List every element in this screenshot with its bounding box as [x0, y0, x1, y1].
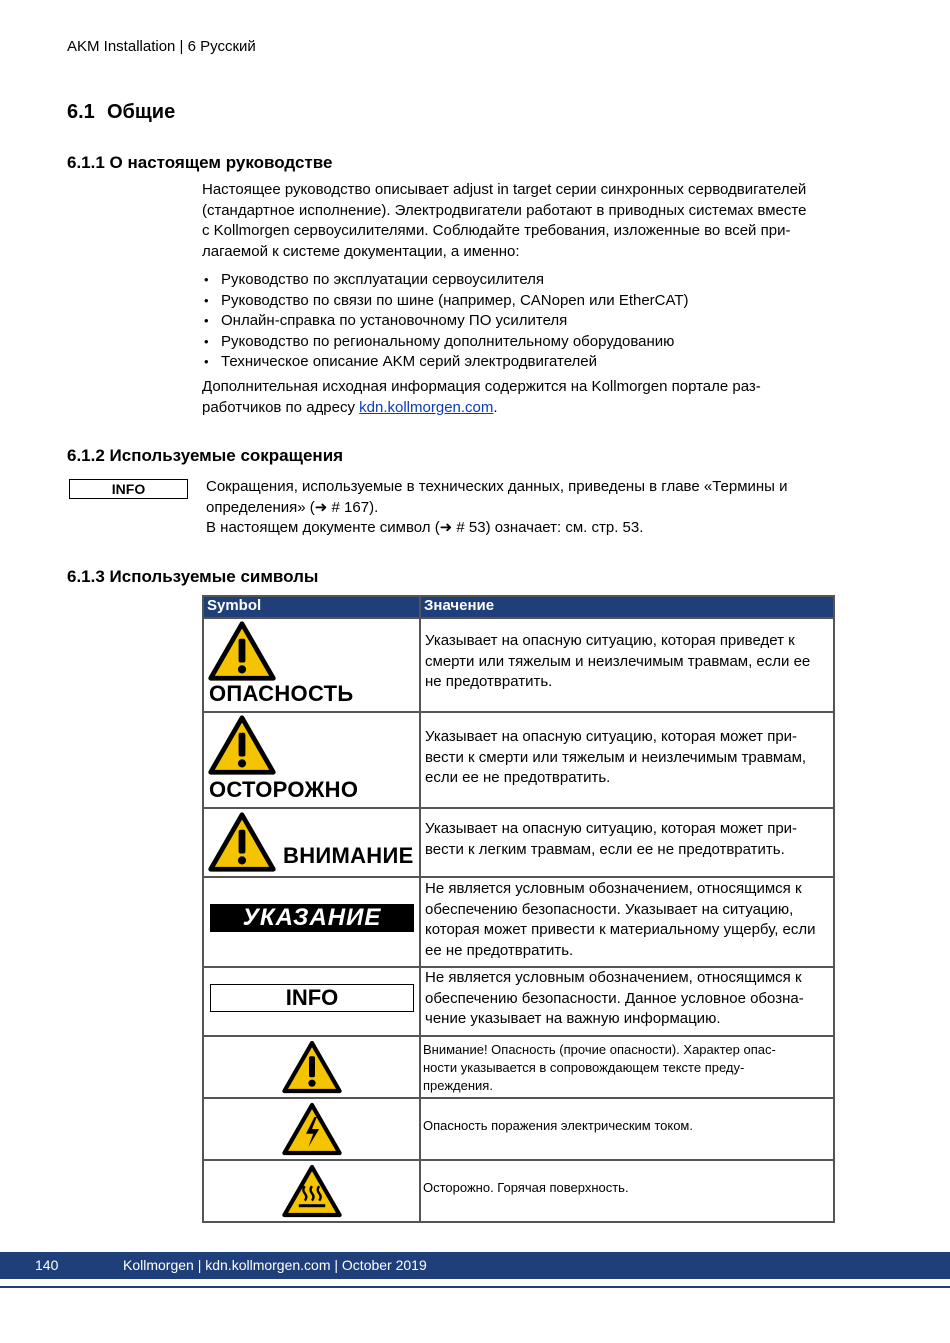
text-span: . — [493, 398, 498, 416]
text-line: Опасность поражения электрическим током. — [423, 1118, 693, 1133]
text-line: если ее не предотвратить. — [425, 769, 611, 786]
table-row — [203, 618, 834, 712]
documentation-list — [202, 270, 689, 373]
description-cell — [420, 618, 834, 712]
warning-signal-word: ОСТОРОЖНО — [209, 777, 359, 802]
table-row — [203, 1036, 834, 1098]
table-row — [203, 1098, 834, 1160]
description-text — [421, 878, 833, 961]
symbol-cell — [203, 1098, 420, 1160]
about-paragraph — [202, 180, 842, 262]
text-line: Настоящее руководство описывает adjust in target серии синхронных серводвигателей — [202, 181, 807, 198]
text-line: ее не предотвратить. — [425, 941, 574, 959]
subsection-title-abbreviations: 6.1.2 Используемые сокращения — [67, 446, 344, 465]
description-cell — [420, 1036, 834, 1098]
description-text — [421, 1161, 833, 1197]
info-label: INFO — [69, 479, 188, 499]
description-text — [421, 619, 833, 693]
text-line: не предотвратить. — [425, 673, 553, 690]
symbol-cell — [203, 1036, 420, 1098]
portal-paragraph — [202, 377, 842, 418]
description-cell — [420, 877, 834, 967]
text-line: ности указывается в сопровождающем тексте преду- — [423, 1060, 745, 1075]
list-item: • Руководство по региональному дополнительному оборудованию — [202, 332, 689, 353]
text-line: преждения. — [423, 1078, 493, 1093]
text-line: смерти или тяжелым и неизлечимым травмам, если ее — [425, 652, 811, 670]
description-cell — [420, 1098, 834, 1160]
text-line: чение указывает на важную информацию. — [425, 1010, 721, 1027]
description-cell — [420, 1160, 834, 1222]
table-row — [203, 967, 834, 1036]
description-cell — [420, 967, 834, 1036]
page-footer — [0, 1252, 950, 1279]
list-item: • Онлайн-справка по установочному ПО усилителя — [202, 311, 689, 332]
info-signal-word: INFO — [210, 984, 414, 1012]
notice-signal-word: УКАЗАНИЕ — [210, 904, 414, 932]
text-line: (стандартное исполнение). Электродвигатели работают в приводных системах вместе — [202, 201, 807, 219]
table-row — [203, 712, 834, 808]
text-line: В настоящем документе символ (➜ # 53) означает: см. стр. 53. — [206, 519, 644, 536]
text-line: Осторожно. Горячая поверхность. — [423, 1180, 629, 1195]
warning-triangle-icon — [282, 1040, 342, 1094]
text-line: обеспечению безопасности. Указывает на ситуацию, — [425, 900, 794, 918]
caution-signal-word: ВНИМАНИЕ — [283, 843, 414, 868]
hot-surface-icon — [282, 1164, 342, 1218]
text-line: с Kollmorgen сервоусилителями. Соблюдайте требования, изложенные во всей при- — [202, 222, 791, 239]
column-header-meaning: Значение — [420, 596, 834, 618]
kdn-link[interactable]: kdn.kollmorgen.com — [359, 398, 494, 416]
subsection-title-about: 6.1.1 О настоящем руководстве — [67, 153, 333, 172]
list-item: • Руководство по эксплуатации сервоусилителя — [202, 270, 689, 291]
description-cell — [420, 808, 834, 877]
table-row — [203, 1160, 834, 1222]
text-line: обеспечению безопасности. Данное условное обозна- — [425, 989, 804, 1007]
section-title-text: Общие — [107, 101, 176, 123]
symbol-cell — [203, 1160, 420, 1222]
footer-divider — [0, 1286, 950, 1288]
symbol-cell — [203, 877, 420, 967]
warning-triangle-icon — [208, 812, 276, 872]
section-title — [67, 101, 175, 124]
description-text — [421, 809, 833, 860]
text-line: Указывает на опасную ситуацию, которая может при- — [425, 728, 798, 745]
text-line: Не является условным обозначением, относящимся к — [425, 880, 802, 897]
symbol-cell — [203, 808, 420, 877]
text-line: которая может привести к материальному ущербу, если — [425, 921, 816, 938]
subsection-title-symbols: 6.1.3 Используемые символы — [67, 567, 319, 586]
page-header: AKM Installation | 6 Русский — [67, 38, 256, 55]
warning-triangle-icon — [208, 621, 276, 681]
warning-triangle-icon — [208, 715, 276, 775]
text-line: вести к легким травмам, если ее не предотвратить. — [425, 840, 785, 858]
page-number: 140 — [35, 1257, 59, 1273]
symbol-cell — [203, 618, 420, 712]
description-cell — [420, 712, 834, 808]
footer-text: Kollmorgen | kdn.kollmorgen.com | October 2019 — [123, 1257, 427, 1273]
abbreviations-paragraph — [206, 477, 846, 539]
text-line: лагаемой к системе документации, а именно: — [202, 242, 520, 260]
text-line — [202, 398, 842, 419]
text-line: Внимание! Опасность (прочие опасности). Характер опас- — [423, 1042, 776, 1057]
column-header-symbol: Symbol — [203, 596, 420, 618]
table-row — [203, 808, 834, 877]
text-span: работчиков по адресу — [202, 398, 360, 416]
text-line: Указывает на опасную ситуацию, которая приведет к — [425, 632, 795, 649]
text-line: Сокращения, используемые в технических данных, приведены в главе «Термины и — [206, 478, 788, 495]
electric-shock-icon — [282, 1102, 342, 1156]
list-item: • Техническое описание AKM серий электродвигателей — [202, 352, 689, 373]
text-line: Не является условным обозначением, относящимся к — [425, 969, 802, 986]
symbol-cell — [203, 712, 420, 808]
danger-signal-word: ОПАСНОСТЬ — [209, 681, 354, 706]
section-number: 6.1 — [67, 101, 95, 123]
description-text — [421, 1099, 833, 1135]
description-text — [421, 968, 833, 1030]
symbols-table — [202, 595, 835, 1223]
text-line: Указывает на опасную ситуацию, которая может при- — [425, 820, 798, 837]
text-line: определения» (➜ # 167). — [206, 498, 379, 516]
description-text — [421, 1037, 833, 1095]
text-line: вести к смерти или тяжелым и неизлечимым травмам, — [425, 748, 807, 766]
table-row — [203, 877, 834, 967]
symbol-cell — [203, 967, 420, 1036]
list-item: • Руководство по связи по шине (например, CANopen или EtherCAT) — [202, 291, 689, 312]
description-text — [421, 713, 833, 789]
table-header-row — [203, 596, 834, 618]
text-line: Дополнительная исходная информация содержится на Kollmorgen портале раз- — [202, 378, 761, 395]
